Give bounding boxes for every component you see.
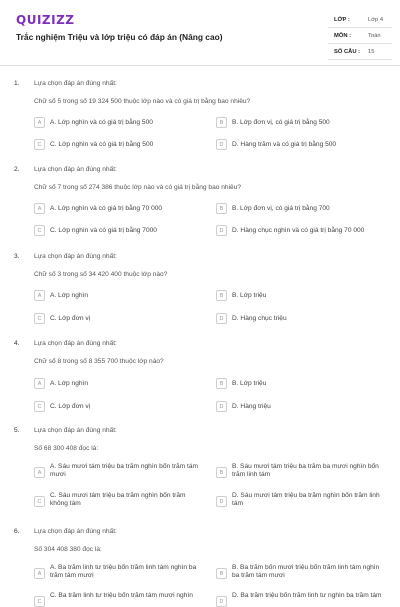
option-letter-box: D [216,496,227,507]
option-text: C. Sáu mươi tám triệu ba trăm nghìn bốn trăm không tám [50,492,186,508]
option-text: A. Lớp nghìn [50,380,89,387]
meta-row-subject [328,28,392,44]
question-statement: Chữ số 3 trong số 34 420 400 thuộc lớp nào? [34,271,168,278]
option-letter-box: C [34,139,45,150]
option-text: B. Lớp đơn vị, có giá trị bằng 700 [232,205,330,212]
question-number: 2. [14,166,20,173]
question-instruction: Lựa chọn đáp án đúng nhất: [34,528,117,535]
option-letter-box: D [216,596,227,607]
page-header [0,0,400,66]
option-text: B. Sáu mươi tám triệu ba trăm ba mươi nghìn bốn trăm linh tám [232,463,379,479]
question-number: 5. [14,427,20,434]
option-text: C. Ba trăm linh tư triệu bốn trăm tám mươi nghìn [50,592,193,599]
option-letter-box: A [34,203,45,214]
meta-row-count [328,44,392,60]
meta-value: 15 [368,49,375,55]
question-instruction: Lựa chọn đáp án đúng nhất: [34,340,117,347]
question-instruction: Lựa chọn đáp án đúng nhất: [34,80,117,87]
option-letter-box: B [216,290,227,301]
option-text: B. Lớp triệu [232,380,267,387]
option-letter-box: C [34,596,45,607]
option-text: B. Lớp đơn vị, có giá trị bằng 500 [232,119,330,126]
option-text: D. Hàng chục triệu [232,315,287,322]
option-text: C. Lớp nghìn và có giá trị bằng 500 [50,141,154,148]
worksheet-meta [328,12,392,60]
question-instruction: Lựa chọn đáp án đúng nhất: [34,427,117,434]
option-letter-box: A [34,378,45,389]
option-text: A. Lớp nghìn và có giá trị bằng 500 [50,119,153,126]
option-text: A. Ba trăm linh tư triệu bốn trăm linh tám nghìn ba trăm tám mươi [50,564,197,580]
option-text: B. Lớp triệu [232,292,267,299]
meta-value: Lớp 4 [368,17,384,23]
option-letter-box: D [216,139,227,150]
question-instruction: Lựa chọn đáp án đúng nhất: [34,253,117,260]
option-letter-box: C [34,401,45,412]
option-letter-box: B [216,467,227,478]
option-letter-box: A [34,290,45,301]
option-letter-box: C [34,313,45,324]
option-text: D. Ba trăm triệu bốn trăm linh tư nghìn ba trăm tám [232,592,382,599]
option-text: A. Lớp nghìn [50,292,89,299]
option-letter-box: B [216,378,227,389]
option-letter-box: C [34,496,45,507]
option-text: D. Hàng trăm và có giá trị bằng 500 [232,141,337,148]
option-text: C. Lớp đơn vị [50,403,91,410]
option-text: D. Sáu mươi tám triệu ba trăm nghìn bốn trăm linh tám [232,492,380,508]
quizizz-logo: QUIZIZZ [16,13,75,27]
question-number: 3. [14,253,20,260]
option-text: B. Ba trăm bốn mươi triệu bốn trăm linh tám nghìn ba trăm tám mươi [232,564,380,580]
option-letter-box: A [34,117,45,128]
question-statement: Số 304 408 380 đọc là: [34,546,102,553]
option-text: C. Lớp nghìn và có giá trị bằng 7000 [50,227,157,234]
question-statement: Chữ số 8 trong số 8 355 700 thuộc lớp nào? [34,358,164,365]
option-letter-box: B [216,203,227,214]
option-text: D. Hàng triệu [232,403,271,410]
question-statement: Chữ số 7 trong số 274 386 thuộc lớp nào và có giá trị bằng bao nhiêu? [34,184,242,191]
option-text: D. Hàng chục nghìn và có giá trị bằng 70 000 [232,227,365,234]
meta-value: Toán [368,33,381,39]
option-letter-box: A [34,467,45,478]
option-letter-box: B [216,568,227,579]
option-letter-box: A [34,568,45,579]
option-letter-box: D [216,313,227,324]
option-letter-box: C [34,225,45,236]
question-statement: Số 68 300 408 đọc là: [34,445,99,452]
meta-key: LỚP : [334,17,350,23]
meta-key: MÔN : [334,33,352,39]
option-text: A. Lớp nghìn và có giá trị bằng 70 000 [50,205,163,212]
option-text: C. Lớp đơn vị [50,315,91,322]
question-number: 1. [14,80,20,87]
option-letter-box: D [216,401,227,412]
question-statement: Chữ số 5 trong số 19 324 500 thuộc lớp nào và có giá trị bằng bao nhiêu? [34,98,251,105]
worksheet-title: Trắc nghiệm Triệu và lớp triệu có đáp án (Nâng cao) [16,32,223,42]
question-number: 6. [14,528,20,535]
meta-key: SỐ CÂU : [334,49,361,55]
option-letter-box: B [216,117,227,128]
meta-row-grade [328,12,392,28]
question-number: 4. [14,340,20,347]
option-text: A. Sáu mươi tám triệu ba trăm nghìn bốn trăm tám mươi [50,463,198,479]
option-letter-box: D [216,225,227,236]
question-instruction: Lựa chọn đáp án đúng nhất: [34,166,117,173]
